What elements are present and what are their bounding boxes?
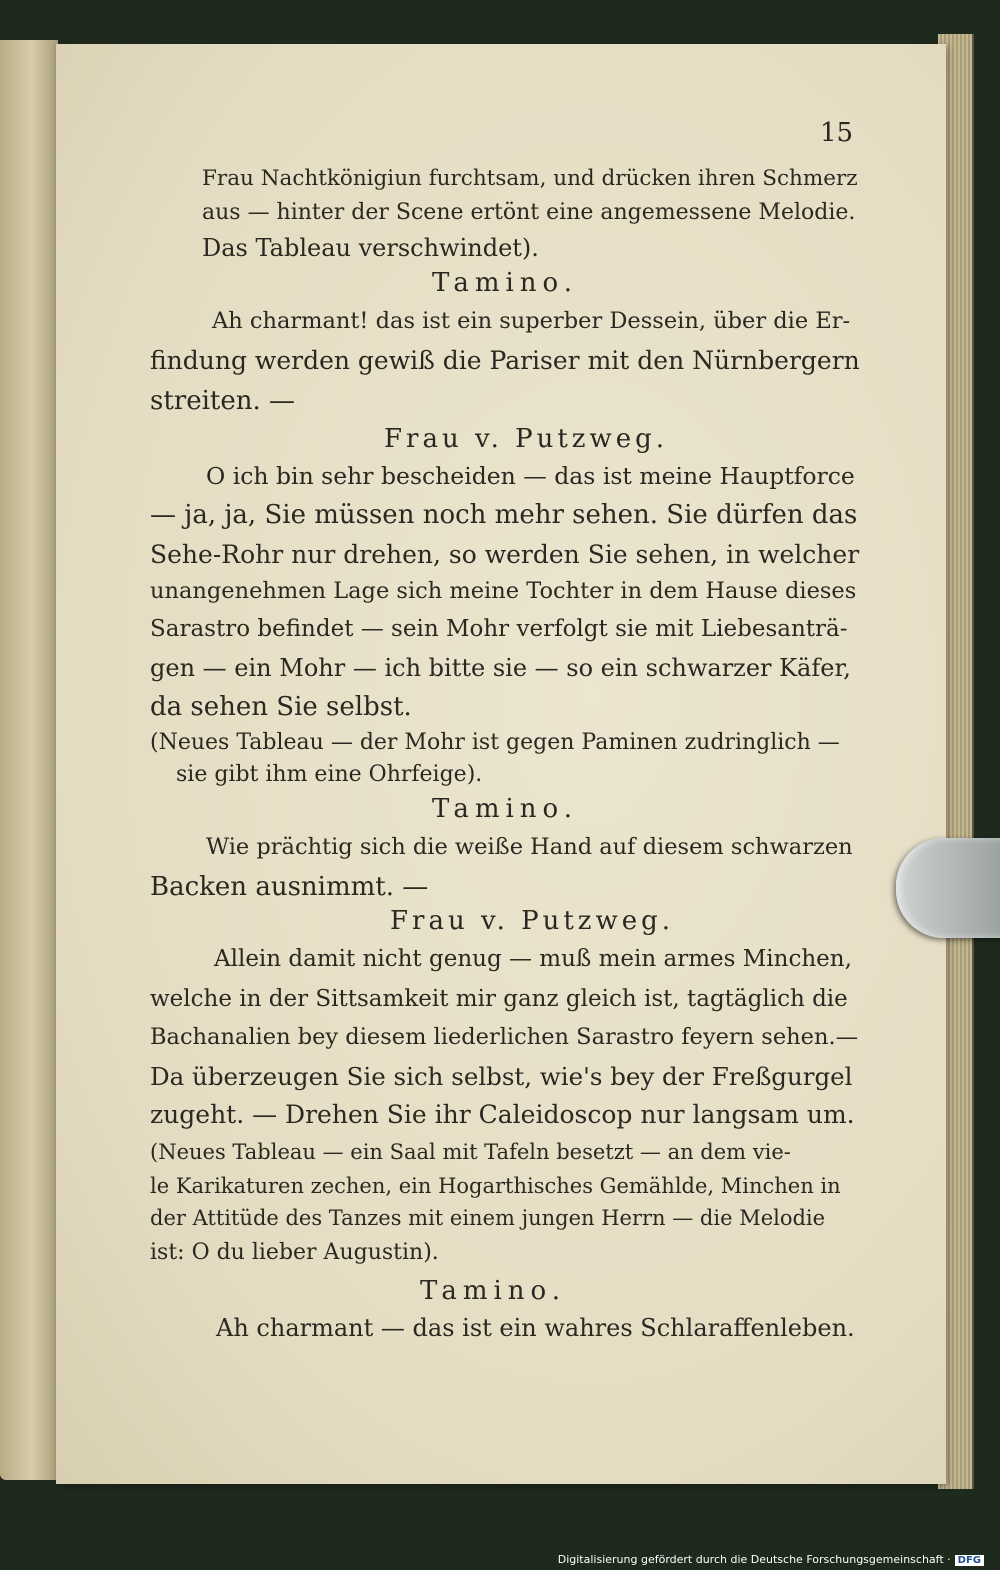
- text-line: Da überzeugen Sie sich selbst, wie's bey der Freßgurgel: [150, 1062, 853, 1091]
- bookmark-clip: [896, 838, 1000, 938]
- stage-direction: le Karikaturen zechen, ein Hogarthisches Gemählde, Minchen in: [150, 1174, 841, 1198]
- text-line: Das Tableau verschwindet).: [202, 234, 539, 262]
- text-line: Ah charmant — das ist ein wahres Schlaraffenleben.: [216, 1314, 855, 1342]
- text-line: Frau Nachtkönigiun furchtsam, und drücken ihren Schmerz: [202, 166, 858, 191]
- text-line: aus — hinter der Scene ertönt eine angemessene Melodie.: [202, 200, 856, 225]
- text-line: Bachanalien bey diesem liederlichen Sarastro feyern sehen.—: [150, 1024, 859, 1050]
- stage-direction: ist: O du lieber Augustin).: [150, 1240, 439, 1265]
- text-line: unangenehmen Lage sich meine Tochter in dem Hause dieses: [150, 578, 857, 604]
- text-line: — ja, ja, Sie müssen noch mehr sehen. Sie dürfen das: [150, 500, 858, 530]
- stage-direction: der Attitüde des Tanzes mit einem jungen Herrn — die Melodie: [150, 1206, 826, 1230]
- text-line: O ich bin sehr bescheiden — das ist meine Hauptforce: [206, 462, 855, 490]
- text-line: Sarastro befindet — sein Mohr verfolgt sie mit Liebesanträ-: [150, 616, 848, 642]
- speaker-name: Frau v. Putzweg.: [390, 906, 675, 936]
- text-line: Allein damit nicht genug — muß mein armes Minchen,: [214, 946, 852, 972]
- speaker-name: Frau v. Putzweg.: [384, 424, 669, 454]
- text-line: welche in der Sittsamkeit mir ganz gleich ist, tagtäglich die: [150, 986, 848, 1012]
- speaker-name: Tamino.: [432, 794, 578, 824]
- text-line: streiten. —: [150, 386, 296, 416]
- stage-direction: sie gibt ihm eine Ohrfeige).: [176, 762, 483, 787]
- text-line: Sehe-Rohr nur drehen, so werden Sie sehen, in welcher: [150, 540, 860, 569]
- facing-page-edge: [0, 40, 58, 1480]
- stage-direction: (Neues Tableau — der Mohr ist gegen Paminen zudringlich —: [150, 730, 840, 755]
- text-line: gen — ein Mohr — ich bitte sie — so ein schwarzer Käfer,: [150, 654, 851, 682]
- page-number: 15: [820, 118, 854, 148]
- text-line: da sehen Sie selbst.: [150, 692, 412, 722]
- dfg-logo: DFG: [955, 1555, 984, 1566]
- text-line: findung werden gewiß die Pariser mit den Nürnbergern: [150, 346, 860, 375]
- text-line: Wie prächtig sich die weiße Hand auf diesem schwarzen: [206, 834, 853, 860]
- text-line: zugeht. — Drehen Sie ihr Caleidoscop nur langsam um.: [150, 1100, 855, 1129]
- text-line: Ah charmant! das ist ein superber Dessein, über die Er-: [212, 308, 851, 334]
- stage-direction: (Neues Tableau — ein Saal mit Tafeln besetzt — an dem vie-: [150, 1140, 791, 1164]
- text-line: Backen ausnimmt. —: [150, 872, 429, 902]
- credit-text: Digitalisierung gefördert durch die Deutsche Forschungsgemeinschaft ·: [557, 1553, 951, 1566]
- speaker-name: Tamino.: [420, 1276, 566, 1306]
- digitization-credit: [558, 1553, 984, 1566]
- speaker-name: Tamino.: [432, 268, 578, 298]
